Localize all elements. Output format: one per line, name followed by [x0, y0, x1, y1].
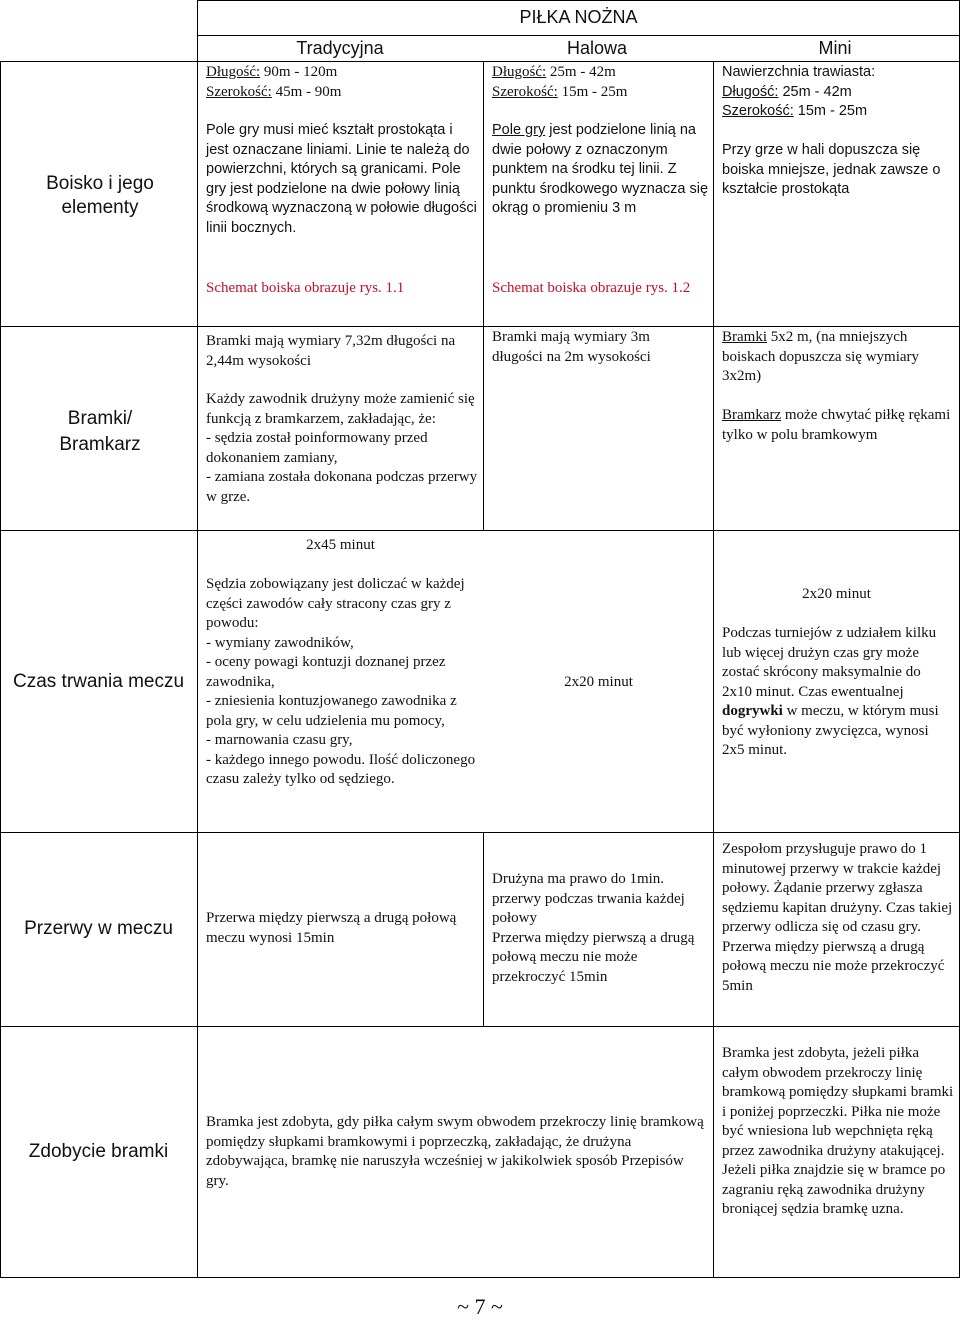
boisko-mini-len-val: 25m - 42m: [778, 83, 852, 100]
col-header-halowa: Halowa: [566, 38, 628, 58]
boisko-mini-wid-val: 15m - 25m: [793, 103, 868, 119]
col1-line: [197, 0, 198, 1278]
przerwy-mini: Zespołom przysługuje prawo do 1 minutowej przerwy w trakcie każdej połowy. Żądanie przerwy zgłasza sędziemu kapitan drużyny. Czas takiej przerwy odlicza się od czasu gry. Przerwa między pierwszą a drugą połową meczu nie może przekroczyć 5min: [722, 841, 953, 994]
czas-mini-head: 2x20 minut: [802, 586, 871, 602]
row4-bottom-line: [0, 1026, 960, 1027]
boisko-mini-dims: [722, 63, 954, 122]
col2-line-top: [483, 61, 484, 531]
czas-mini-text-a: Podczas turniejów z udziałem kilku lub więcej drużyn czas gry może zostać skrócony maksymalnie do 2x10 minut. Czas ewentualnej: [722, 625, 937, 700]
boisko-trad-len-val: 90m - 120m: [260, 64, 338, 80]
page-number: ~ 7 ~: [457, 1294, 503, 1319]
row2-bottom-line: [0, 530, 960, 531]
boisko-trad-wid-label: Szerokość:: [206, 83, 272, 100]
row-label-zdobycie: Zdobycie bramki: [28, 1141, 169, 1162]
bramki-mini-2: [722, 406, 954, 445]
bramki-hal: Bramki mają wymiary 3m długości na 2m wysokości: [492, 329, 651, 365]
przerwy-hal: Drużyna ma prawo do 1min. przerwy podczas trwania każdej połowy Przerwa między pierwszą a drugą połową meczu nie może przekroczyć 15min: [492, 871, 695, 985]
col-header-mini: Mini: [818, 38, 852, 58]
zdobycie-trad-hal: Bramka jest zdobyta, gdy piłka całym swym obwodem przekroczy linię bramkową pomiędzy słupkami bramkowymi i poprzeczką, zakładając, że drużyna zdobywająca, bramkę nie naruszyła wcześniej w jakikolwiek sposób Przepisów gry.: [206, 1114, 704, 1189]
row-label-bramki: Bramki/ Bramkarz: [59, 408, 141, 455]
boisko-hal-text: [492, 121, 708, 219]
boisko-mini-wid-label: Szerokość:: [722, 103, 794, 119]
table-top-line: [0, 61, 960, 62]
row1-bottom-line: [0, 326, 960, 327]
row-label-boisko: Boisko i jego elementy: [46, 173, 154, 218]
table-title: PIŁKA NOŻNA: [519, 7, 638, 27]
boisko-hal-len-label: Długość:: [492, 64, 547, 80]
row3-bottom-line: [0, 832, 960, 833]
bramki-mini-1: [722, 328, 954, 387]
boisko-trad-len-label: Długość:: [206, 64, 261, 80]
boisko-hal-len-val: 25m - 42m: [546, 64, 616, 80]
boisko-mini-surface: Nawierzchnia trawiasta:: [722, 64, 876, 80]
boisko-trad-schema: Schemat boiska obrazuje rys. 1.1: [206, 280, 405, 296]
boisko-mini-len-label: Długość:: [722, 83, 779, 100]
boisko-hal-schema: Schemat boiska obrazuje rys. 1.2: [492, 280, 691, 296]
czas-mini-text: [722, 624, 954, 761]
bramki-mini-2-rest: może chwytać piłkę rękami tylko w polu bramkowym: [722, 407, 951, 443]
bramki-mini-1-underlined: Bramki: [722, 329, 767, 345]
czas-trad-text: Sędzia zobowiązany jest doliczać w każdej części zawodów cały stracony czas gry z powodu: - wymiany zawodników, - oceny powagi kontuzji doznanej przez zawodnika, - zniesienia kontuzjowanego zawodnika z pola gry, w celu udzielenia mu pomocy, - marnowania czasu gry, - każdego innego powodu. Ilość doliczonego czasu zależy tylko od sędziego.: [206, 576, 476, 787]
bramki-mini-2-underlined: Bramkarz: [722, 407, 782, 423]
bramki-mini-1-rest: 5x2 m, (na mniejszych boiskach dopuszcza się wymiary 3x2m): [722, 329, 920, 384]
row-label-przerwy: Przerwy w meczu: [24, 918, 173, 939]
bramki-trad-1: Bramki mają wymiary 7,32m długości na 2,44m wysokości: [206, 333, 456, 369]
zdobycie-mini: Bramka jest zdobyta, jeżeli piłka całym obwodem przekroczy linię bramkową pomiędzy słupkami bramki i poniżej poprzeczki. Piłka nie może być wniesiona lub wepchnięta ręką przez zawodnika drużyny atakującej. Jeżeli piłka znajdzie się w bramce po zagraniu ręką zawodnika drużyny broniącej sędzia bramkę uzna.: [722, 1045, 954, 1217]
col-header-tradycyjna: Tradycyjna: [296, 38, 384, 58]
row-label-czas: Czas trwania meczu: [12, 671, 185, 692]
boisko-hal-text-rest: jest podzielone linią na dwie połowy z oznaczonym punktem na środku tej linii. Z punktu środkowego wyznacza się okrąg o promieniu 3 m: [492, 122, 709, 216]
boisko-mini-text: Przy grze w hali dopuszcza się boiska mniejsze, jednak zawsze o kształcie prostokąta: [722, 142, 941, 197]
przerwy-trad: Przerwa między pierwszą a drugą połową meczu wynosi 15min: [206, 910, 457, 946]
czas-trad-head: 2x45 minut: [306, 537, 375, 553]
boisko-hal-text-underlined: Pole gry: [492, 122, 546, 138]
boisko-trad-dims: [206, 63, 481, 102]
left-border: [0, 61, 1, 1278]
col2-line-mid: [483, 832, 484, 1027]
czas-mini-text-bold: dogrywki: [722, 703, 783, 719]
top-border: [197, 0, 960, 1]
boisko-trad-wid-val: 45m - 90m: [271, 83, 342, 100]
czas-hal: 2x20 minut: [564, 674, 633, 690]
col3-line: [713, 61, 714, 1278]
row5-bottom-line: [0, 1277, 960, 1278]
boisko-trad-text: Pole gry musi mieć kształt prostokąta i jest oznaczane liniami. Linie te należą do powierzchni, których są granicami. Pole gry jest podzielone na dwie połowy linią środkową wyznaczoną w połowie długości linii bocznych.: [206, 122, 477, 236]
title-bottom-line: [197, 35, 960, 36]
boisko-hal-wid-val: 15m - 25m: [557, 83, 628, 100]
bramki-trad-2: Każdy zawodnik drużyny może zamienić się funkcją z bramkarzem, zakładając, że: - sędzia został poinformowany przed dokonaniem zamiany, - zamiana została dokonana podczas przerwy w grze.: [206, 391, 478, 505]
boisko-hal-dims: [492, 63, 708, 102]
czas-mini-text-c: w meczu, w którym musi być wyłoniony zwycięzca, wynosi 2x5 minut.: [722, 703, 939, 758]
boisko-hal-wid-label: Szerokość:: [492, 83, 558, 100]
